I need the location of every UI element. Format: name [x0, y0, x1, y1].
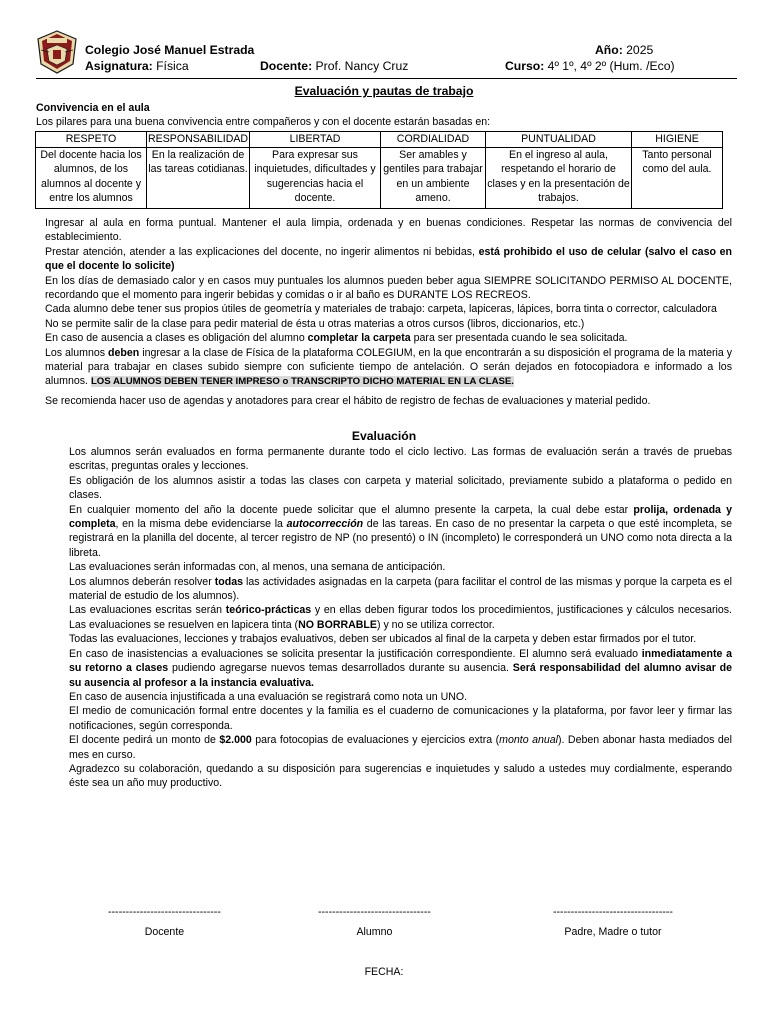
rule-item: En caso de ausencia a clases es obligación del alumno completar la carpeta para ser presentada cuando le sea solicitada. [45, 332, 628, 345]
signature-label-alumno: Alumno [356, 926, 393, 939]
eval-item: El docente pedirá un monto de $2.000 para fotocopias de evaluaciones y ejercicios extra (monto anual). Deben abonar hasta mediados del mes en curso. [69, 734, 732, 761]
document-title: Evaluación y pautas de trabajo [294, 84, 474, 98]
eval-item: Los alumnos serán evaluados en forma permanente durante todo el ciclo lectivo. Las formas de evaluación serán a través de pruebas escritas, preguntas orales y lecciones. [69, 446, 732, 473]
rule-item: Ingresar al aula en forma puntual. Mantener el aula limpia, ordenada y en buenas condiciones. Respetar las normas de convivencia del establecimiento. [45, 217, 732, 244]
signature-label-tutor: Padre, Madre o tutor [564, 926, 662, 939]
eval-item: Los alumnos deberán resolver todas las actividades asignadas en la carpeta (para facilitar el control de las mismas y porque la carpeta es el material de estudio de los alumnos). [69, 575, 732, 603]
signature-tutor [553, 905, 673, 940]
eval-item: Las evaluaciones serán informadas con, al menos, una semana de anticipación. [69, 561, 446, 574]
pillars-table [35, 131, 723, 209]
convivencia-heading: Convivencia en el aula [36, 102, 150, 114]
rule-item: No se permite salir de la clase para pedir material de ésta u otras materias a otros cursos (libros, diccionarios, etc.) [45, 317, 585, 330]
signature-alumno [318, 905, 431, 940]
pillar-desc: En el ingreso al aula, respetando el horario de clases y en la presentación de trabajos. [486, 148, 632, 209]
pillars-header-row [36, 132, 723, 148]
eval-item: En cualquier momento del año la docente puede solicitar que el alumno presente la carpeta, la cual debe estar prolija, ordenada y completa, en la misma debe evidenciarse la autocorrección de las tareas. En caso de no presentar la carpeta o que esté incompleta, se registrará en la planilla del docente, al tercer registro de NP (no presentó) o IN (incompleto) le corresponderá un UNO como nota directa a la libreta. [69, 503, 732, 559]
eval-item: En caso de inasistencias a evaluaciones se solicita presentar la justificación correspondiente. El alumno será evaluado inmediatamente a su retorno a clases pudiendo agregarse nuevos temas desarrollados durante su ausencia. Será responsabilidad del alumno avisar de su ausencia al profesor a la instancia evaluativa. [69, 647, 732, 689]
convivencia-intro: Los pilares para una buena convivencia entre compañeros y con el docente estarán basadas en: [36, 116, 491, 128]
pillar-header: HIGIENE [632, 132, 723, 148]
date-field: FECHA: [364, 966, 404, 978]
highlighted-notice: LOS ALUMNOS DEBEN TENER IMPRESO o TRANSCRIPTO DICHO MATERIAL EN LA CLASE. [90, 376, 514, 388]
subject-line: Asignatura: Física [85, 59, 189, 73]
school-crest-logo [37, 30, 77, 74]
pillar-header: LIBERTAD [250, 132, 381, 148]
year-line: Año: 2025 [595, 43, 654, 57]
rule-item: Prestar atención, atender a las explicaciones del docente, no ingerir alimentos ni bebidas, está prohibido el uso de celular (salvo el caso en que el docente lo solicite) [45, 245, 732, 273]
pillar-header: CORDIALIDAD [381, 132, 486, 148]
pillar-header: PUNTUALIDAD [486, 132, 632, 148]
classroom-rules [45, 216, 732, 408]
pillar-header: RESPONSABILIDAD [147, 132, 250, 148]
evaluacion-heading: Evaluación [351, 429, 417, 443]
eval-item: Agradezco su colaboración, quedando a su disposición para sugerencias e inquietudes y saludo a ustedes muy cordialmente, esperando éste sea un año muy productivo. [69, 762, 732, 790]
teacher-line: Docente: Prof. Nancy Cruz [260, 59, 409, 73]
eval-item: Es obligación de los alumnos asistir a todas las clases con carpeta y material solicitado, previamente subido a plataforma o pedido en clases. [69, 474, 732, 502]
school-name: Colegio José Manuel Estrada [85, 43, 255, 57]
signature-line: -------------------------------- [318, 906, 431, 918]
eval-item: Las evaluaciones escritas serán teórico-prácticas y en ellas deben figurar todos los procedimientos, justificaciones y cálculos necesarios. Las evaluaciones se resuelven en lapicera tinta (NO BORRABLE) y no se utiliza corrector. [69, 604, 732, 631]
signature-line: ---------------------------------- [553, 906, 673, 918]
pillar-desc: En la realización de las tareas cotidianas. [147, 148, 250, 209]
signature-docente [108, 905, 221, 940]
evaluation-rules [69, 445, 732, 791]
rule-item: Cada alumno debe tener sus propios útiles de geometría y materiales de trabajo: carpeta, lapiceras, lápices, borra tinta o corrector, calculadora [45, 303, 717, 316]
pillar-header: RESPETO [36, 132, 147, 148]
pillar-desc: Ser amables y gentiles para trabajar en un ambiente ameno. [381, 148, 486, 209]
pillar-desc: Para expresar sus inquietudes, dificultades y sugerencias hacia el docente. [250, 148, 381, 209]
rule-item: En los días de demasiado calor y en casos muy puntuales los alumnos pueden beber agua SIEMPRE SOLICITANDO PERMISO AL DOCENTE, recordando que el momento para ingerir bebidas y comidas o ir al baño es DURANTE LOS RECREOS. [45, 274, 732, 302]
pillar-desc: Del docente hacia los alumnos, de los alumnos al docente y entre los alumnos [36, 148, 147, 209]
eval-item: Todas las evaluaciones, lecciones y trabajos evaluativos, deben ser ubicados al final de la carpeta y deben estar firmados por el tutor. [69, 633, 697, 646]
signature-line: -------------------------------- [108, 906, 221, 918]
eval-item: El medio de comunicación formal entre docentes y la familia es el cuaderno de comunicaciones y la plataforma, por favor leer y firmar las notificaciones, según corresponda. [69, 705, 732, 732]
pillars-desc-row [36, 148, 723, 209]
rule-item: Se recomienda hacer uso de agendas y anotadores para crear el hábito de registro de fechas de evaluaciones y material pedido. [45, 394, 651, 407]
header-divider [36, 78, 737, 79]
rule-item: Los alumnos deben ingresar a la clase de Física de la plataforma COLEGIUM, en la que encontrarán a su disposición el programa de la materia y material para trabajar en clases subido siempre con suficiente tiempo de antelación. O serán dejados en fotocopiadora e informado a los alumnos. LOS ALUMNOS DEBEN TENER IMPRESO o TRANSCRIPTO DICHO MATERIAL EN LA CLASE. [45, 346, 732, 388]
signature-label-docente: Docente [144, 926, 185, 939]
eval-item: En caso de ausencia injustificada a una evaluación se registrará como nota un UNO. [69, 690, 468, 703]
course-line: Curso: 4º 1º, 4º 2º (Hum. /Eco) [505, 59, 675, 73]
pillar-desc: Tanto personal como del aula. [632, 148, 723, 209]
